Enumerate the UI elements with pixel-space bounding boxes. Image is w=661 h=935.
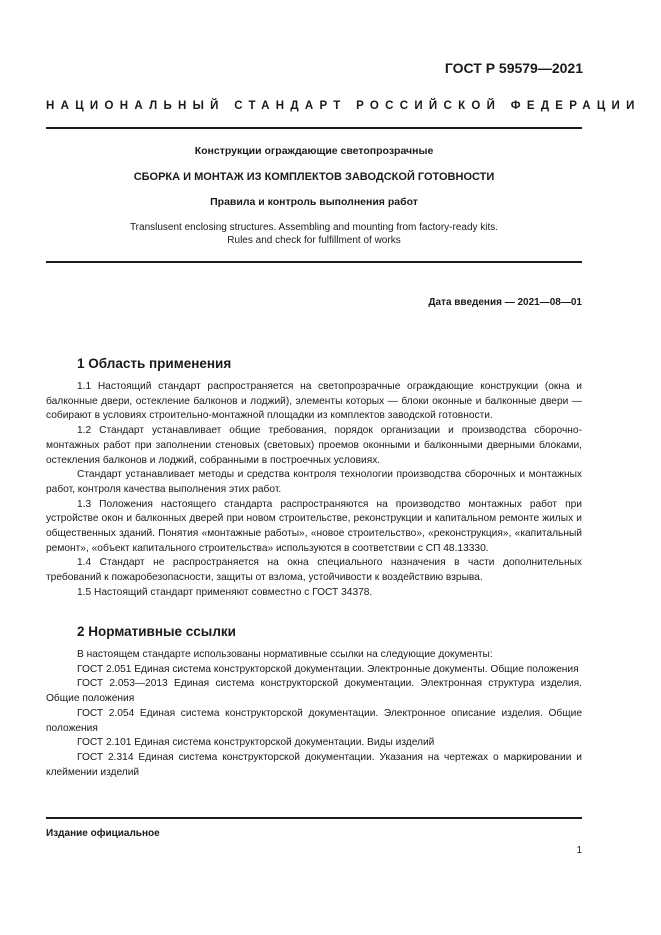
paragraph: 1.4 Стандарт не распространяется на окна специального назначения в части дополнительных требований к пожаробезопасности, защиты от взлома, устойчивости к воздействию взрыва.	[46, 557, 582, 584]
section-1-heading: 1 Область применения	[77, 356, 232, 371]
page-number: 1	[576, 845, 582, 856]
reference-item: ГОСТ 2.101 Единая система конструкторской документации. Виды изделий	[77, 737, 435, 749]
english-title	[46, 221, 582, 247]
paragraph: 1.1 Настоящий стандарт распространяется на светопрозрачные ограждающие конструкции (окна и балконные двери, остекление балконов и лоджий), элементы которых — блоки оконные и балконные двери — собирают в условиях строительно-монтажной площадки из комплектов заводской готовности.	[46, 381, 582, 422]
title-divider	[46, 261, 582, 263]
paragraph: 1.2 Стандарт устанавливает общие требования, порядок организации и производства сборочно-монтажных работ при заполнении стеновых (световых) проемов оконными и балконными дверными блоками, остекления балконов и лоджий, собранными в построечных условиях.	[46, 425, 582, 466]
paragraph: 1.5 Настоящий стандарт применяют совместно с ГОСТ 34378.	[77, 586, 373, 598]
official-edition-label: Издание официальное	[46, 828, 160, 839]
section-2-heading: 2 Нормативные ссылки	[77, 624, 236, 639]
reference-item: ГОСТ 2.053—2013 Единая система конструкторской документации. Электронная структура изделия. Общие положения	[46, 678, 582, 705]
title-line-2: СБОРКА И МОНТАЖ ИЗ КОМПЛЕКТОВ ЗАВОДСКОЙ ГОТОВНОСТИ	[133, 171, 495, 183]
footer-divider	[46, 817, 582, 819]
section-2-body	[46, 648, 582, 780]
reference-item: ГОСТ 2.314 Единая система конструкторской документации. Указания на чертежах о маркировании и клеймении изделий	[46, 751, 582, 778]
section-1-body	[46, 380, 582, 601]
reference-item: ГОСТ 2.051 Единая система конструкторской документации. Электронные документы. Общие положения	[77, 663, 579, 675]
document-code: ГОСТ Р 59579—2021	[444, 60, 583, 76]
header-divider	[46, 127, 582, 129]
national-standard-label: НАЦИОНАЛЬНЫЙ СТАНДАРТ РОССИЙСКОЙ ФЕДЕРАЦИИ	[46, 100, 641, 112]
paragraph: Стандарт устанавливает методы и средства контроля технологии производства сборочных и монтажных работ, контроля качества выполнения этих работ.	[46, 469, 582, 495]
paragraph: 1.3 Положения настоящего стандарта распространяются на производство монтажных работ при устройстве окон и балконных дверей при новом строительстве, реконструкции и капитальном ремонте жилых и общественных зданий. Понятия «монтажные работы», «новое строительство», «реконструкция», «капитальный ремонт», «объект капитального строительства» используются в соответствии с СП 48.13330.	[46, 498, 582, 554]
intro-date: Дата введения — 2021—08—01	[428, 297, 582, 308]
english-title-line-1: Translusent enclosing structures. Assembling and mounting from factory-ready kits.	[129, 222, 499, 233]
title-line-3: Правила и контроль выполнения работ	[210, 196, 418, 208]
title-line-1: Конструкции ограждающие светопрозрачные	[194, 145, 434, 157]
english-title-line-2: Rules and check for fulfillment of works	[227, 235, 401, 246]
paragraph: В настоящем стандарте использованы нормативные ссылки на следующие документы:	[77, 649, 493, 660]
reference-item: ГОСТ 2.054 Единая система конструкторской документации. Электронное описание изделия. Общие положения	[46, 707, 582, 734]
